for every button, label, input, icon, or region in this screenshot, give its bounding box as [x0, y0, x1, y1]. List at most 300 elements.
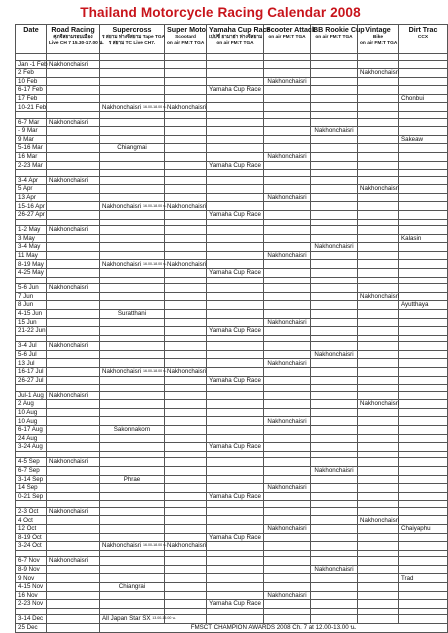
- column-name: Dirt Trac: [408, 26, 438, 34]
- event-name: Nakhonchaisri: [49, 60, 89, 68]
- table-row: [16, 426, 448, 435]
- empty-cell: [358, 600, 399, 609]
- date-cell: 3-4 Apr: [16, 176, 47, 185]
- empty-cell: [100, 318, 165, 327]
- empty-cell: [47, 492, 100, 501]
- empty-cell: [311, 533, 358, 542]
- empty-cell: [358, 86, 399, 95]
- date-cell: 4-25 May: [16, 269, 47, 278]
- empty-cell: [207, 458, 264, 467]
- empty-cell: [399, 417, 448, 426]
- date-cell: 5-6 Jul: [16, 350, 47, 359]
- empty-cell: [207, 118, 264, 127]
- empty-cell: [207, 318, 264, 327]
- event-name: Yamaha Cup Race: [209, 492, 261, 500]
- calendar-table: [15, 24, 448, 633]
- table-row: [16, 533, 448, 542]
- table-row: [16, 417, 448, 426]
- empty-cell: [165, 77, 207, 86]
- empty-cell: [311, 94, 358, 103]
- empty-cell: [264, 475, 311, 484]
- empty-cell: [399, 152, 448, 161]
- empty-cell: [165, 211, 207, 220]
- empty-cell: [207, 185, 264, 194]
- column-subtitle: CCX: [417, 35, 429, 40]
- empty-cell: [47, 408, 100, 417]
- empty-cell: [311, 269, 358, 278]
- empty-cell: [165, 492, 207, 501]
- empty-cell: [399, 434, 448, 443]
- empty-cell: [165, 144, 207, 153]
- date-cell: Jan -1 Feb: [16, 60, 47, 69]
- empty-cell: [264, 269, 311, 278]
- empty-cell: [358, 127, 399, 136]
- empty-cell: [47, 417, 100, 426]
- table-row: [16, 176, 448, 185]
- empty-cell: [399, 193, 448, 202]
- event-name: Nakhonchaisri: [167, 542, 207, 550]
- empty-cell: [207, 542, 264, 551]
- date-cell: 4-15 Nov: [16, 583, 47, 592]
- empty-cell: [207, 193, 264, 202]
- empty-cell: [47, 327, 100, 336]
- empty-cell: [399, 260, 448, 269]
- empty-cell: [47, 318, 100, 327]
- empty-cell: [358, 574, 399, 583]
- event-cell-yamaha: [207, 443, 264, 452]
- empty-cell: [264, 376, 311, 385]
- table-row: [16, 243, 448, 252]
- column-subtitle: on air FM:T TGA: [167, 41, 205, 46]
- event-cell-bb: [311, 127, 358, 136]
- empty-cell: [47, 359, 100, 368]
- empty-cell: [207, 574, 264, 583]
- event-name: Nakhonchaisri: [360, 69, 400, 77]
- empty-cell: [311, 525, 358, 534]
- empty-cell: [165, 350, 207, 359]
- date-cell: 3-14 Sep: [16, 475, 47, 484]
- table-row: [16, 234, 448, 243]
- empty-cell: [165, 234, 207, 243]
- empty-cell: [207, 226, 264, 235]
- date-cell: 3-14 Dec: [16, 615, 47, 624]
- event-name: Nakhonchaisri: [267, 359, 307, 367]
- table-row: [16, 391, 448, 400]
- date-cell: 4-15 Jun: [16, 309, 47, 318]
- event-cell-dirt: [399, 574, 448, 583]
- empty-cell: [100, 77, 165, 86]
- empty-cell: [264, 69, 311, 78]
- event-cell-scooter: [264, 77, 311, 86]
- empty-cell: [399, 376, 448, 385]
- date-cell: 8-19 Oct: [16, 533, 47, 542]
- empty-cell: [264, 226, 311, 235]
- table-row: [16, 443, 448, 452]
- date-cell: 16 Nov: [16, 591, 47, 600]
- empty-cell: [358, 434, 399, 443]
- empty-cell: [100, 243, 165, 252]
- empty-cell: [207, 507, 264, 516]
- table-row: [16, 127, 448, 136]
- event-cell-dirt: [399, 135, 448, 144]
- empty-cell: [264, 260, 311, 269]
- empty-cell: [311, 458, 358, 467]
- empty-cell: [47, 86, 100, 95]
- empty-cell: [100, 193, 165, 202]
- date-cell: 10 Aug: [16, 417, 47, 426]
- empty-cell: [165, 516, 207, 525]
- event-name: Nakhonchaisri: [360, 185, 400, 193]
- table-row: [16, 69, 448, 78]
- event-cell-scooter: [264, 359, 311, 368]
- empty-cell: [311, 417, 358, 426]
- date-cell: 5-16 Mar: [16, 144, 47, 153]
- event-name: Chaiyaphu: [401, 525, 431, 533]
- event-name: Yamaha Cup Race: [209, 161, 261, 169]
- table-row: [16, 400, 448, 409]
- event-cell-smoto: [165, 202, 207, 211]
- empty-cell: [264, 615, 311, 624]
- empty-cell: [358, 118, 399, 127]
- empty-cell: [165, 161, 207, 170]
- event-cell-yamaha: [207, 211, 264, 220]
- event-cell-sx: [100, 309, 165, 318]
- column-name: Date: [23, 26, 39, 34]
- event-name: Nakhonchaisri: [49, 284, 89, 292]
- empty-cell: [358, 391, 399, 400]
- empty-cell: [264, 542, 311, 551]
- table-row: [16, 185, 448, 194]
- empty-cell: [358, 615, 399, 624]
- event-cell-sx: [100, 475, 165, 484]
- empty-cell: [165, 127, 207, 136]
- empty-cell: [358, 443, 399, 452]
- empty-cell: [358, 135, 399, 144]
- date-cell: 3-24 Aug: [16, 443, 47, 452]
- empty-cell: [264, 211, 311, 220]
- date-cell: 3-4 Jul: [16, 342, 47, 351]
- empty-cell: [264, 327, 311, 336]
- date-cell: 17 Feb: [16, 94, 47, 103]
- empty-cell: [100, 417, 165, 426]
- column-header-scooter: [264, 25, 316, 54]
- empty-cell: [100, 342, 165, 351]
- empty-cell: [358, 484, 399, 493]
- table-row: [16, 542, 448, 551]
- empty-cell: [47, 484, 100, 493]
- empty-cell: [358, 426, 399, 435]
- empty-cell: [264, 368, 311, 377]
- date-cell: 21-22 Jun: [16, 327, 47, 336]
- date-cell: 4 Oct: [16, 516, 47, 525]
- column-subtitle: ร สยาม TC Live CH7.: [108, 41, 156, 46]
- event-cell-scooter: [264, 525, 311, 534]
- empty-cell: [100, 434, 165, 443]
- empty-cell: [264, 426, 311, 435]
- date-cell: 16-17 Jul: [16, 368, 47, 377]
- empty-cell: [358, 103, 399, 112]
- event-name: Nakhonchaisri: [267, 153, 307, 161]
- empty-cell: [207, 202, 264, 211]
- date-cell: 13 Jul: [16, 359, 47, 368]
- empty-cell: [358, 176, 399, 185]
- date-cell: 10-21 Feb: [16, 103, 47, 112]
- empty-cell: [207, 234, 264, 243]
- empty-cell: [399, 86, 448, 95]
- event-name: Nakhonchaisri: [49, 226, 89, 234]
- empty-cell: [358, 466, 399, 475]
- empty-cell: [47, 202, 100, 211]
- empty-cell: [207, 565, 264, 574]
- empty-cell: [207, 417, 264, 426]
- table-row: [16, 103, 448, 112]
- event-name: Yamaha Cup Race: [209, 533, 261, 541]
- event-time: 16.00-18.00 น.: [142, 369, 167, 374]
- empty-cell: [100, 226, 165, 235]
- empty-cell: [100, 327, 165, 336]
- empty-cell: [47, 77, 100, 86]
- table-row: [16, 161, 448, 170]
- event-cell-yamaha: [207, 533, 264, 542]
- event-cell-smoto: [165, 368, 207, 377]
- empty-cell: [311, 492, 358, 501]
- empty-cell: [264, 574, 311, 583]
- event-cell-road: [47, 391, 100, 400]
- date-cell: 9 Nov: [16, 574, 47, 583]
- empty-cell: [207, 359, 264, 368]
- empty-cell: [264, 284, 311, 293]
- empty-cell: [311, 583, 358, 592]
- empty-cell: [100, 176, 165, 185]
- empty-cell: [165, 185, 207, 194]
- event-name: Nakhonchaisri: [267, 591, 307, 599]
- empty-cell: [207, 94, 264, 103]
- table-row: [16, 342, 448, 351]
- empty-cell: [358, 342, 399, 351]
- empty-cell: [47, 516, 100, 525]
- column-header-bb: [311, 25, 365, 54]
- event-name: Nakhonchaisri: [267, 251, 307, 259]
- empty-cell: [399, 507, 448, 516]
- empty-cell: [311, 69, 358, 78]
- column-header-road: [47, 25, 104, 54]
- empty-cell: [399, 484, 448, 493]
- empty-cell: [207, 176, 264, 185]
- empty-cell: [165, 600, 207, 609]
- date-cell: 9 Mar: [16, 135, 47, 144]
- event-time: 13.00-15.00 น.: [152, 616, 176, 621]
- empty-cell: [264, 533, 311, 542]
- empty-cell: [100, 94, 165, 103]
- empty-cell: [399, 615, 448, 624]
- empty-cell: [358, 350, 399, 359]
- empty-cell: [47, 193, 100, 202]
- event-name: Nakhonchaisri: [267, 193, 307, 201]
- empty-cell: [399, 408, 448, 417]
- empty-cell: [207, 342, 264, 351]
- table-row: [16, 507, 448, 516]
- empty-cell: [264, 458, 311, 467]
- date-cell: 26-27 Apr: [16, 211, 47, 220]
- empty-cell: [264, 103, 311, 112]
- event-name: Suratthani: [117, 310, 147, 318]
- event-name: Chiangrai: [118, 583, 146, 591]
- table-row: [16, 86, 448, 95]
- empty-cell: [165, 292, 207, 301]
- table-row: [16, 350, 448, 359]
- empty-cell: [311, 443, 358, 452]
- empty-cell: [399, 202, 448, 211]
- empty-cell: [207, 152, 264, 161]
- empty-cell: [165, 376, 207, 385]
- empty-cell: [264, 350, 311, 359]
- empty-cell: [358, 251, 399, 260]
- event-cell-vintage: [358, 516, 399, 525]
- table-row: [16, 202, 448, 211]
- table-row: [16, 135, 448, 144]
- table-row: [16, 193, 448, 202]
- empty-cell: [264, 292, 311, 301]
- empty-cell: [311, 516, 358, 525]
- empty-cell: [165, 309, 207, 318]
- column-name: Supercross: [112, 26, 152, 34]
- empty-cell: [311, 226, 358, 235]
- empty-cell: [311, 600, 358, 609]
- empty-cell: [358, 408, 399, 417]
- empty-cell: [207, 408, 264, 417]
- empty-cell: [264, 434, 311, 443]
- empty-cell: [311, 118, 358, 127]
- date-cell: 4-5 Sep: [16, 458, 47, 467]
- empty-cell: [100, 86, 165, 95]
- empty-cell: [165, 318, 207, 327]
- empty-cell: [165, 458, 207, 467]
- empty-cell: [165, 86, 207, 95]
- empty-cell: [358, 144, 399, 153]
- empty-cell: [47, 234, 100, 243]
- event-cell-yamaha: [207, 86, 264, 95]
- empty-cell: [100, 284, 165, 293]
- date-cell: 3-4 May: [16, 243, 47, 252]
- empty-cell: [358, 583, 399, 592]
- column-subtitle: Live CH 7 15.30-17.00 น.: [49, 41, 104, 46]
- table-row: [16, 211, 448, 220]
- empty-cell: [165, 342, 207, 351]
- empty-cell: [165, 94, 207, 103]
- empty-cell: [165, 583, 207, 592]
- empty-cell: [399, 269, 448, 278]
- event-cell-road: [47, 342, 100, 351]
- date-cell: 2-3 Oct: [16, 507, 47, 516]
- date-cell: 8 Jun: [16, 301, 47, 310]
- empty-cell: [47, 533, 100, 542]
- empty-cell: [399, 118, 448, 127]
- table-row: [16, 574, 448, 583]
- empty-cell: [47, 350, 100, 359]
- empty-cell: [100, 359, 165, 368]
- event-name: Yamaha Cup Race: [209, 443, 261, 451]
- table-row: [16, 408, 448, 417]
- column-subtitle: Scootard: [175, 35, 196, 40]
- empty-cell: [165, 443, 207, 452]
- empty-cell: [264, 234, 311, 243]
- empty-cell: [47, 69, 100, 78]
- empty-cell: [100, 376, 165, 385]
- event-cell-smoto: [165, 542, 207, 551]
- empty-cell: [100, 152, 165, 161]
- date-cell: 6-17 Feb: [16, 86, 47, 95]
- event-name: Nakhonchaisri: [267, 77, 307, 85]
- event-cell-sx: [100, 426, 165, 435]
- date-cell: 3 May: [16, 234, 47, 243]
- empty-cell: [264, 565, 311, 574]
- empty-cell: [358, 458, 399, 467]
- empty-cell: [207, 103, 264, 112]
- table-row: [16, 600, 448, 609]
- empty-cell: [399, 583, 448, 592]
- empty-cell: [358, 301, 399, 310]
- empty-cell: [264, 309, 311, 318]
- date-cell: 8-19 May: [16, 260, 47, 269]
- event-name: Nakhonchaisri: [167, 202, 207, 210]
- empty-cell: [311, 86, 358, 95]
- empty-cell: [358, 243, 399, 252]
- table-row: [16, 284, 448, 293]
- empty-cell: [100, 533, 165, 542]
- empty-cell: [264, 492, 311, 501]
- empty-cell: [47, 103, 100, 112]
- empty-cell: [207, 391, 264, 400]
- empty-cell: [165, 484, 207, 493]
- empty-cell: [264, 60, 311, 69]
- empty-cell: [311, 342, 358, 351]
- event-cell-sx: [100, 368, 165, 377]
- event-name: Nakhonchaisri: [49, 557, 89, 565]
- empty-cell: [100, 60, 165, 69]
- empty-cell: [207, 77, 264, 86]
- empty-cell: [311, 234, 358, 243]
- date-cell: 12 Oct: [16, 525, 47, 534]
- table-row: [16, 260, 448, 269]
- empty-cell: [399, 600, 448, 609]
- empty-cell: [100, 574, 165, 583]
- column-name: Scooter Attack: [266, 26, 316, 34]
- event-name: Nakhonchaisri: [314, 350, 354, 358]
- table-row: [16, 516, 448, 525]
- empty-cell: [311, 309, 358, 318]
- empty-cell: [47, 426, 100, 435]
- date-cell: 10 Feb: [16, 77, 47, 86]
- empty-cell: [399, 368, 448, 377]
- empty-cell: [165, 135, 207, 144]
- empty-cell: [165, 301, 207, 310]
- event-name: Nakhonchaisri: [360, 400, 400, 408]
- event-name: Sakeaw: [401, 135, 424, 143]
- empty-cell: [358, 260, 399, 269]
- empty-cell: [100, 135, 165, 144]
- empty-cell: [47, 583, 100, 592]
- calendar-body: [16, 54, 448, 633]
- empty-cell: [264, 443, 311, 452]
- empty-cell: [165, 269, 207, 278]
- event-cell-sx: [100, 103, 165, 112]
- empty-cell: [399, 144, 448, 153]
- empty-cell: [399, 185, 448, 194]
- event-name: Nakhonchaisri: [360, 292, 400, 300]
- empty-cell: [165, 284, 207, 293]
- empty-cell: [399, 516, 448, 525]
- empty-cell: [311, 144, 358, 153]
